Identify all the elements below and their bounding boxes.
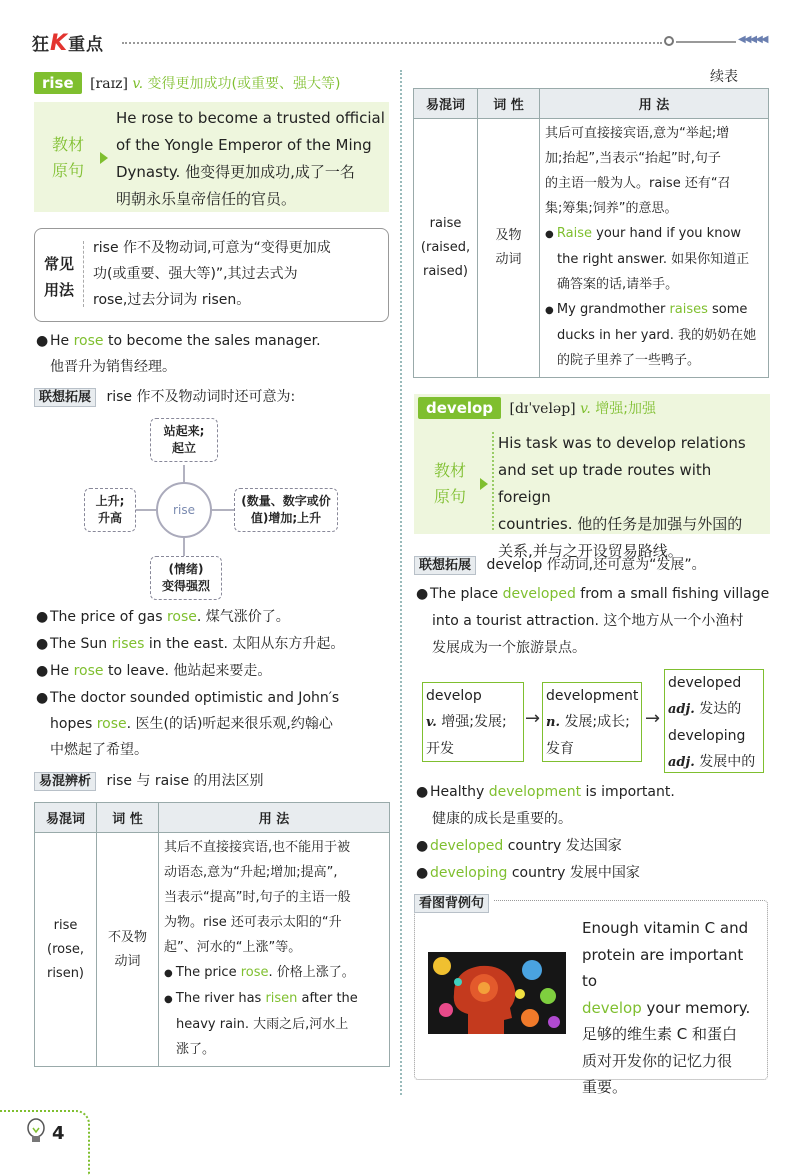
list-item-continued: 健康的成长是重要的。: [432, 811, 572, 827]
expand-section-title: [414, 554, 706, 574]
word-tag: develop: [418, 397, 501, 419]
list-item: ● The Sun rises in the east. 太阳从东方升起。: [36, 636, 345, 652]
usage-divider: [83, 241, 85, 307]
table-cell-usage: 其后可直接接宾语,意为“举起;增 加;抬起”,当表示“抬起”时,句子 的主语一般为人。raise 还有“召 集;筹集;饲养”的意思。 ● Raise your hand if you know the right answer. 如果你知道正 确答案的话,请举手。 ● My grandmother raises some ducks in her yard. 我的奶奶在她 的院子里养了一些鸭子。: [540, 119, 769, 378]
raise-usage-table: [413, 88, 769, 378]
example-label: 教材 原句: [51, 135, 84, 180]
usage-label: 常见 用法: [44, 255, 75, 299]
rise-examples-list: [36, 604, 396, 763]
list-item-continued: 中燃起了希望。: [50, 742, 148, 758]
usage-text: rise 作不及物动词,可意为“变得更加成 功(或重要、强大等)”,其过去式为 rose,过去分词为 risen。: [93, 240, 331, 308]
column-header: 易混词: [414, 89, 478, 119]
pronunciation: [dɪˈveləp]: [509, 401, 576, 417]
expand-tag: 联想拓展: [414, 556, 476, 575]
word-family-box-development: development n. 发展;成长; 发育: [542, 682, 642, 762]
develop-sample-sentence: ● The place developed from a small fishing village into a tourist attraction. 这个地方从一个小渔村 发展成为一个旅游景点。: [416, 586, 770, 656]
mindmap-node-left: 上升; 升高: [84, 488, 136, 532]
mindmap-node-right: (数量、数字或价 值)增加;上升: [234, 488, 338, 532]
column-header: 易混词: [35, 803, 97, 833]
sample-sentence: ● He rose to become the sales manager. 他晋升为销售经理。: [36, 333, 321, 375]
column-header: 词 性: [478, 89, 540, 119]
confuse-tag: 易混辨析: [34, 772, 96, 791]
table-header-row: [414, 89, 769, 119]
part-of-speech: v.: [580, 401, 591, 417]
definition: 增强;加强: [595, 401, 656, 417]
table-header-row: [35, 803, 390, 833]
confuse-section-title: [34, 770, 264, 790]
pronunciation: [raɪz]: [90, 76, 128, 92]
brain-nutrition-image: [428, 952, 566, 1034]
word-family-box-develop: develop v. 增强;发展; 开发: [422, 682, 524, 762]
arrow-right-icon: →: [645, 708, 661, 729]
word-tag: rise: [34, 72, 82, 94]
header-circle-icon: [664, 36, 674, 46]
rise-entry-header: [34, 73, 340, 93]
picture-example-text: Enough vitamin C and protein are important to develop your memory. 足够的维生素 C 和蛋白 质对开发你的记忆力很 重要。: [582, 919, 751, 1096]
expand-text: rise 作不及物动词时还可意为:: [106, 389, 296, 405]
table-cell-usage: 其后不直接接宾语,也不能用于被 动语态,意为“升起;增加;提高”, 当表示“提高”时,句子的主语一般 为物。rise 还可表示太阳的“升 起”、河水的“上涨”等。 ● The price rose. 价格上涨了。 ● The river has risen after the heavy rain. 大雨之后,河水上 涨了。: [159, 833, 390, 1067]
column-header: 用 法: [540, 89, 769, 119]
arrow-right-icon: [100, 152, 108, 164]
continued-label: 续表: [710, 69, 738, 85]
table-cell-word: rise (rose, risen): [35, 833, 97, 1067]
example-divider: [492, 432, 494, 530]
definition: 变得更加成功(或重要、强大等): [147, 76, 341, 92]
example-text: His task was to develop relations and set up trade routes with foreign countries. 他的任务是加强与外国的 关系,并与之开设贸易路线。: [498, 434, 746, 560]
header-divider: [122, 42, 662, 44]
picture-section-title: [414, 892, 493, 911]
brand-logo: 狂K重点: [32, 31, 105, 56]
develop-entry-header: [418, 398, 656, 418]
develop-examples-list: [416, 779, 776, 887]
arrow-right-icon: →: [525, 708, 541, 729]
mindmap-center: rise: [156, 482, 212, 538]
header-line: [676, 41, 736, 43]
common-usage-box: [34, 228, 389, 322]
list-item-continued: hopes rose. 医生(的话)听起来很乐观,约翰心: [50, 716, 333, 732]
table-row: [35, 833, 390, 1067]
part-of-speech: v.: [132, 76, 144, 92]
confuse-text: rise 与 raise 的用法区别: [106, 773, 264, 789]
header-arrows-icon: ◀◀◀◀◀: [738, 34, 767, 45]
table-cell-word: raise (raised, raised): [414, 119, 478, 378]
textbook-example-box: [414, 428, 770, 560]
expand-tag: 联想拓展: [34, 388, 96, 407]
list-item: ● developing country 发展中国家: [416, 865, 640, 881]
mindmap-node-bottom: (情绪) 变得强烈: [150, 556, 222, 600]
table-cell-pos: 及物 动词: [478, 119, 540, 378]
table-row: [414, 119, 769, 378]
page-number: 4: [52, 1123, 65, 1144]
rise-usage-table: [34, 802, 390, 1067]
list-item: ● He rose to leave. 他站起来要走。: [36, 663, 272, 679]
list-item: ● developed country 发达国家: [416, 838, 622, 854]
column-header: 用 法: [159, 803, 390, 833]
word-family-box-adjectives: developed adj. 发达的 developing adj. 发展中的: [664, 669, 764, 773]
list-item: ● The doctor sounded optimistic and John′s: [36, 690, 340, 706]
list-item: ● The price of gas rose. 煤气涨价了。: [36, 609, 290, 625]
lightbulb-icon: [26, 1118, 46, 1144]
mindmap-node-top: 站起来; 起立: [150, 418, 218, 462]
table-cell-pos: 不及物 动词: [97, 833, 159, 1067]
column-header: 词 性: [97, 803, 159, 833]
picture-tag: 看图背例句: [414, 894, 489, 913]
arrow-right-icon: [480, 478, 488, 490]
column-divider: [400, 70, 402, 1095]
expand-text: develop 作动词,还可意为“发展”。: [486, 557, 706, 573]
textbook-example-box: [34, 102, 389, 212]
example-text: He rose to become a trusted official of the Yongle Emperor of the Ming Dynasty. 他变得更加成功,成了一名 明朝永乐皇帝信任的官员。: [116, 109, 385, 208]
expand-section-title: [34, 386, 295, 406]
list-item: ● Healthy development is important.: [416, 784, 675, 800]
example-label: 教材 原句: [433, 461, 466, 506]
